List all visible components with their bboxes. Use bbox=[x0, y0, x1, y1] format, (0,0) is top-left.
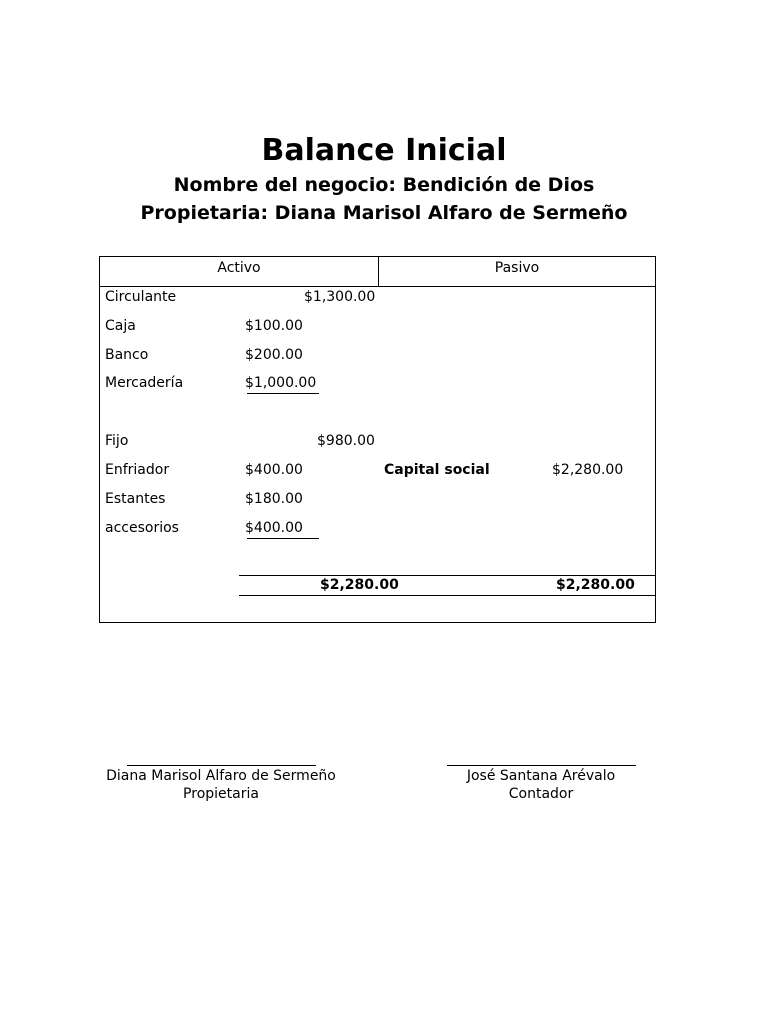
pasivo-total: $2,280.00 bbox=[556, 577, 635, 593]
circulante-item-label: Mercadería bbox=[105, 375, 184, 391]
fijo-item-value: $400.00 bbox=[245, 520, 303, 536]
activo-total: $2,280.00 bbox=[320, 577, 399, 593]
totals-bottom-rule bbox=[239, 595, 655, 596]
circulante-item-value: $200.00 bbox=[245, 347, 303, 363]
business-name: Nombre del negocio: Bendición de Dios bbox=[173, 174, 595, 196]
fijo-item-value: $400.00 bbox=[245, 462, 303, 478]
circulante-subtotal-underline bbox=[247, 393, 319, 394]
circulante-label: Circulante bbox=[105, 289, 177, 305]
circulante-item-label: Caja bbox=[105, 318, 136, 334]
balance-table bbox=[99, 256, 656, 623]
capital-social-value: $2,280.00 bbox=[552, 462, 624, 478]
document-title: Balance Inicial bbox=[261, 133, 507, 168]
circulante-item-value: $100.00 bbox=[245, 318, 303, 334]
signature-line-owner bbox=[127, 765, 316, 766]
signature-owner-role: Propietaria bbox=[183, 786, 259, 802]
fijo-item-label: Enfriador bbox=[105, 462, 170, 478]
circulante-total: $1,300.00 bbox=[304, 289, 376, 305]
capital-social-label: Capital social bbox=[384, 462, 490, 478]
fijo-subtotal-underline bbox=[247, 538, 319, 539]
signature-accountant-role: Contador bbox=[508, 786, 574, 802]
owner-name: Propietaria: Diana Marisol Alfaro de Sermeño bbox=[140, 202, 628, 224]
circulante-item-label: Banco bbox=[105, 347, 149, 363]
fijo-item-value: $180.00 bbox=[245, 491, 303, 507]
signature-owner-name: Diana Marisol Alfaro de Sermeño bbox=[106, 768, 336, 784]
fijo-item-label: accesorios bbox=[105, 520, 179, 536]
fijo-item-label: Estantes bbox=[105, 491, 166, 507]
fijo-total: $980.00 bbox=[317, 433, 375, 449]
pasivo-header: Pasivo bbox=[494, 260, 540, 276]
circulante-item-value: $1,000.00 bbox=[245, 375, 317, 391]
activo-header: Activo bbox=[217, 260, 261, 276]
header-divider bbox=[100, 286, 655, 287]
signature-accountant-name: José Santana Arévalo bbox=[466, 768, 616, 784]
signature-line-accountant bbox=[447, 765, 636, 766]
fijo-label: Fijo bbox=[105, 433, 129, 449]
